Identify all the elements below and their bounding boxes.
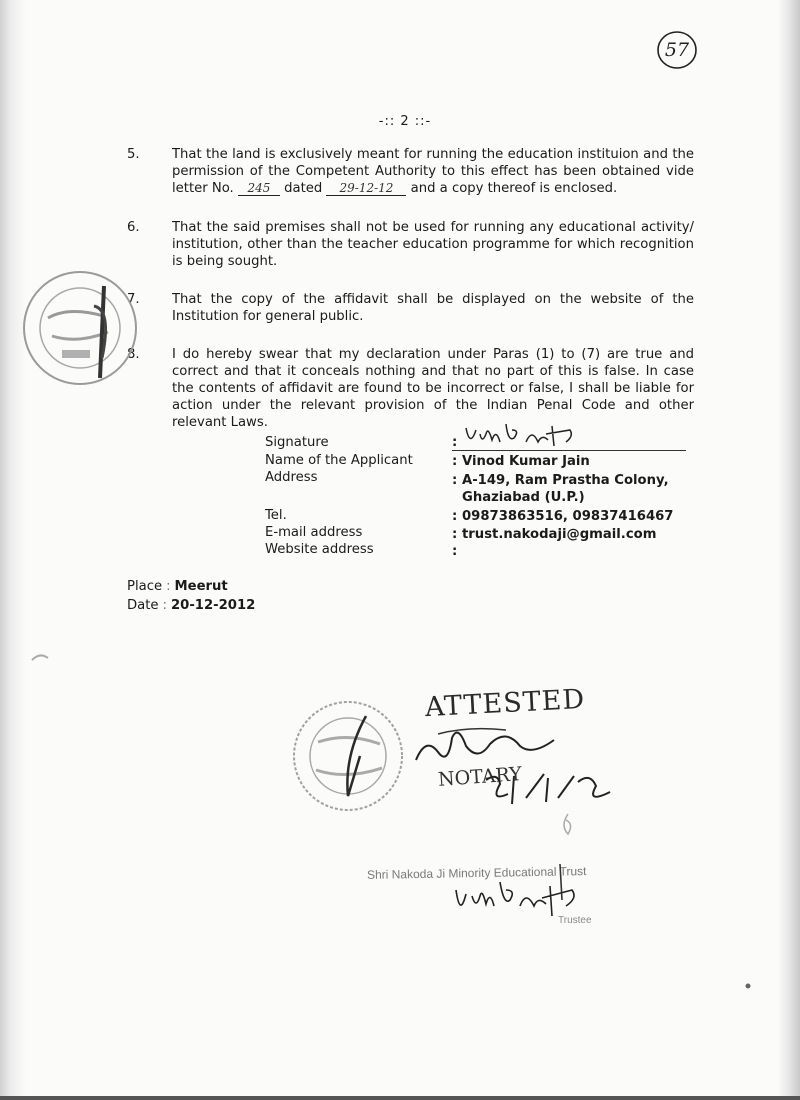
colon: : bbox=[452, 473, 458, 488]
place-value: Meerut bbox=[174, 579, 228, 594]
colon: : bbox=[452, 509, 458, 524]
trust-stamp-name: Shri Nakoda Ji Minority Educational Trust bbox=[366, 864, 587, 882]
date-label: Date bbox=[127, 598, 159, 613]
paragraph-number: 8. bbox=[127, 347, 140, 362]
letter-number-field: 245 bbox=[238, 182, 280, 196]
paragraph-number: 5. bbox=[127, 147, 140, 162]
telephone-label: Tel. bbox=[265, 508, 287, 523]
paragraph-number: 6. bbox=[127, 220, 140, 235]
place-line bbox=[127, 578, 228, 595]
telephone-value: 09873863516, 09837416467 bbox=[462, 509, 674, 524]
scan-edge-left bbox=[0, 0, 26, 1100]
address-label: Address bbox=[265, 470, 318, 485]
address-line-1: A-149, Ram Prastha Colony, bbox=[462, 473, 669, 488]
email-value: trust.nakodaji@gmail.com bbox=[462, 527, 657, 542]
trustee-signature bbox=[450, 860, 590, 922]
paragraph-5 bbox=[127, 146, 692, 200]
scan-dot bbox=[744, 982, 752, 990]
notary-signature bbox=[408, 716, 558, 772]
notary-stamp-text: NOTARY bbox=[437, 763, 523, 791]
colon: : bbox=[452, 527, 458, 542]
applicant-name-label: Name of the Applicant bbox=[265, 453, 413, 468]
trust-stamp-role: Trustee bbox=[558, 915, 592, 926]
email-label: E-mail address bbox=[265, 525, 363, 540]
paragraph-text-part: and a copy thereof is enclosed. bbox=[410, 181, 618, 196]
attested-stamp-text: ATTESTED bbox=[424, 683, 586, 724]
date-value: 20-12-2012 bbox=[170, 598, 256, 613]
date-line bbox=[127, 597, 255, 614]
paragraph-text: I do hereby swear that my declaration under Paras (1) to (7) are true and correct and that it conceals nothing and that no part of this is false. In case the contents of affidavit are found to be incorrect or false, I shall be liable for action under the relevant provision of the Indian Penal Code and other relevant Laws. bbox=[172, 347, 694, 430]
colon: : bbox=[452, 435, 458, 450]
paragraph-text-part: dated bbox=[284, 181, 323, 196]
place-separator: : bbox=[166, 579, 171, 594]
page-header: -:: 2 ::- bbox=[378, 114, 432, 129]
scan-edge-right bbox=[778, 0, 800, 1100]
address-line-2: Ghaziabad (U.P.) bbox=[462, 490, 585, 505]
notary-round-stamp bbox=[288, 696, 410, 816]
stamp-mark bbox=[556, 812, 580, 838]
paragraph-text-part: That the land is exclusively meant for running the education instituion and the permission of the Competent Authority to this effect has been obtained vide letter No. bbox=[172, 147, 694, 196]
paragraph-8 bbox=[127, 346, 694, 430]
scan-edge-bottom bbox=[0, 1096, 800, 1100]
paragraph-text: That the copy of the affidavit shall be displayed on the website of the Institution for general public. bbox=[172, 292, 694, 324]
paragraph-7 bbox=[127, 291, 692, 327]
colon: : bbox=[452, 544, 458, 559]
letter-date-field: 29-12-12 bbox=[326, 182, 406, 196]
colon: : bbox=[452, 454, 458, 469]
scan-mark bbox=[30, 652, 50, 664]
date-separator: : bbox=[162, 598, 167, 613]
website-label: Website address bbox=[265, 542, 374, 557]
place-label: Place bbox=[127, 579, 163, 594]
paragraph-text bbox=[172, 146, 694, 197]
paragraph-text: That the said premises shall not be used for running any educational activity/ institution, other than the teacher education programme for which recognition is being sought. bbox=[172, 220, 694, 269]
applicant-name-value: Vinod Kumar Jain bbox=[462, 454, 590, 469]
paragraph-6 bbox=[127, 219, 692, 273]
round-stamp-left bbox=[8, 266, 148, 392]
page-number-marker: 57 bbox=[664, 39, 690, 61]
applicant-signature bbox=[462, 420, 582, 450]
signature-label: Signature bbox=[265, 435, 329, 450]
signature-line bbox=[452, 450, 686, 451]
notary-date-handwriting bbox=[440, 768, 620, 812]
paragraph-number: 7. bbox=[127, 292, 140, 307]
